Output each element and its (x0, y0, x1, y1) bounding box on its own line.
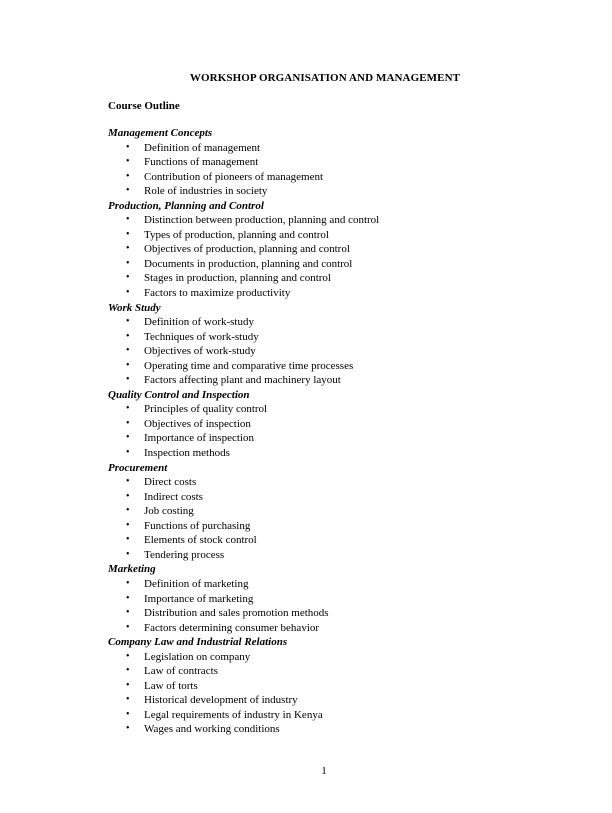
list-item-text: Importance of inspection (144, 432, 254, 445)
list-item-text: Types of production, planning and control (144, 228, 329, 241)
bullet-icon: • (126, 257, 130, 269)
list-item-text: Functions of purchasing (144, 519, 251, 532)
bullet-icon: • (126, 490, 130, 502)
list-item-text: Law of contracts (144, 665, 218, 678)
bullet-icon: • (126, 447, 130, 459)
list-item (108, 533, 568, 548)
section-item-list (108, 475, 568, 562)
bullet-icon: • (126, 214, 130, 226)
list-item (108, 431, 568, 446)
list-item (108, 519, 568, 534)
list-item-text: Factors determining consumer behavior (144, 621, 320, 634)
section-title: Quality Control and Inspection (108, 388, 250, 401)
page-number: 1 (321, 765, 327, 777)
bullet-icon: • (126, 359, 130, 371)
bullet-icon: • (126, 577, 130, 589)
list-item-text: Stages in production, planning and control (144, 272, 331, 285)
bullet-icon: • (126, 519, 130, 531)
bullet-icon: • (126, 403, 130, 415)
list-item-text: Objectives of inspection (144, 417, 251, 430)
section-item-list (108, 315, 568, 388)
section-title: Production, Planning and Control (108, 199, 264, 212)
bullet-icon: • (126, 679, 130, 691)
list-item (108, 504, 568, 519)
bullet-icon: • (126, 665, 130, 677)
list-item-text: Definition of marketing (144, 577, 249, 590)
list-item (108, 722, 568, 737)
list-item-text: Role of industries in society (144, 185, 268, 198)
list-item (108, 402, 568, 417)
list-item-text: Documents in production, planning and control (144, 257, 353, 270)
section-item-list (108, 577, 568, 635)
outline-section (108, 126, 568, 199)
course-outline-heading: Course Outline (108, 100, 180, 112)
bullet-icon: • (126, 330, 130, 342)
outline-section (108, 301, 568, 388)
bullet-icon: • (126, 345, 130, 357)
section-title: Management Concepts (108, 127, 213, 139)
bullet-icon: • (126, 708, 130, 720)
bullet-icon: • (126, 694, 130, 706)
list-item (108, 257, 568, 272)
list-item-text: Legislation on company (144, 650, 251, 663)
section-title: Work Study (108, 301, 161, 314)
section-title: Procurement (108, 461, 168, 474)
list-item (108, 606, 568, 621)
list-item (108, 621, 568, 636)
list-item (108, 242, 568, 257)
bullet-icon: • (126, 316, 130, 328)
list-item (108, 577, 568, 592)
list-item-text: Indirect costs (144, 490, 203, 503)
bullet-icon: • (126, 592, 130, 604)
bullet-icon: • (126, 243, 130, 255)
list-item-text: Inspection methods (144, 447, 230, 460)
bullet-icon: • (126, 534, 130, 546)
bullet-icon: • (126, 607, 130, 619)
outline-section (108, 199, 568, 301)
list-item (108, 708, 568, 723)
bullet-icon: • (126, 432, 130, 444)
outline-section (108, 562, 568, 635)
list-item-text: Wages and working conditions (144, 723, 280, 736)
section-title: Company Law and Industrial Relations (108, 636, 288, 649)
list-item-text: Elements of stock control (144, 534, 257, 547)
list-item (108, 417, 568, 432)
section-item-list (108, 141, 568, 199)
list-item (108, 315, 568, 330)
list-item-text: Functions of management (144, 156, 259, 169)
list-item (108, 650, 568, 665)
list-item (108, 286, 568, 301)
list-item (108, 155, 568, 170)
list-item-text: Definition of work-study (144, 316, 254, 329)
bullet-icon: • (126, 476, 130, 488)
list-item (108, 344, 568, 359)
list-item (108, 475, 568, 490)
bullet-icon: • (126, 228, 130, 240)
bullet-icon: • (126, 156, 130, 168)
list-item (108, 213, 568, 228)
bullet-icon: • (126, 548, 130, 560)
list-item-text: Direct costs (144, 476, 197, 489)
section-item-list (108, 213, 568, 300)
bullet-icon: • (126, 170, 130, 182)
list-item (108, 330, 568, 345)
bullet-icon: • (126, 417, 130, 429)
section-item-list (108, 402, 568, 460)
list-item-text: Law of torts (144, 679, 198, 692)
list-item-text: Job costing (144, 505, 194, 518)
course-outline-sections (108, 126, 568, 737)
list-item-text: Principles of quality control (144, 403, 268, 416)
list-item-text: Objectives of work-study (144, 345, 256, 358)
bullet-icon: • (126, 141, 130, 153)
list-item (108, 184, 568, 199)
list-item (108, 271, 568, 286)
bullet-icon: • (126, 723, 130, 735)
list-item-text: Tendering process (144, 548, 225, 561)
list-item (108, 228, 568, 243)
list-item (108, 446, 568, 461)
list-item (108, 664, 568, 679)
section-item-list (108, 650, 568, 737)
bullet-icon: • (126, 374, 130, 386)
bullet-icon: • (126, 650, 130, 662)
document-title: WORKSHOP ORGANISATION AND MANAGEMENT (189, 72, 461, 84)
list-item-text: Operating time and comparative time processes (144, 359, 354, 372)
list-item (108, 592, 568, 607)
list-item (108, 141, 568, 156)
bullet-icon: • (126, 505, 130, 517)
list-item-text: Objectives of production, planning and control (144, 243, 350, 256)
bullet-icon: • (126, 621, 130, 633)
list-item-text: Distribution and sales promotion methods (144, 607, 329, 620)
list-item-text: Techniques of work-study (144, 330, 259, 343)
list-item-text: Definition of management (144, 141, 261, 154)
list-item (108, 373, 568, 388)
outline-section (108, 461, 568, 563)
list-item-text: Importance of marketing (144, 592, 254, 605)
list-item (108, 693, 568, 708)
bullet-icon: • (126, 272, 130, 284)
outline-section (108, 388, 568, 461)
list-item-text: Factors to maximize productivity (144, 287, 291, 300)
list-item-text: Historical development of industry (144, 694, 298, 707)
list-item (108, 548, 568, 563)
list-item-text: Distinction between production, planning and control (144, 214, 380, 227)
list-item-text: Factors affecting plant and machinery layout (144, 374, 341, 387)
list-item (108, 679, 568, 694)
list-item (108, 359, 568, 374)
bullet-icon: • (126, 185, 130, 197)
list-item (108, 170, 568, 185)
bullet-icon: • (126, 287, 130, 299)
list-item (108, 490, 568, 505)
section-title: Marketing (108, 563, 156, 576)
list-item-text: Contribution of pioneers of management (144, 170, 324, 183)
list-item-text: Legal requirements of industry in Kenya (144, 708, 323, 721)
outline-section (108, 635, 568, 737)
